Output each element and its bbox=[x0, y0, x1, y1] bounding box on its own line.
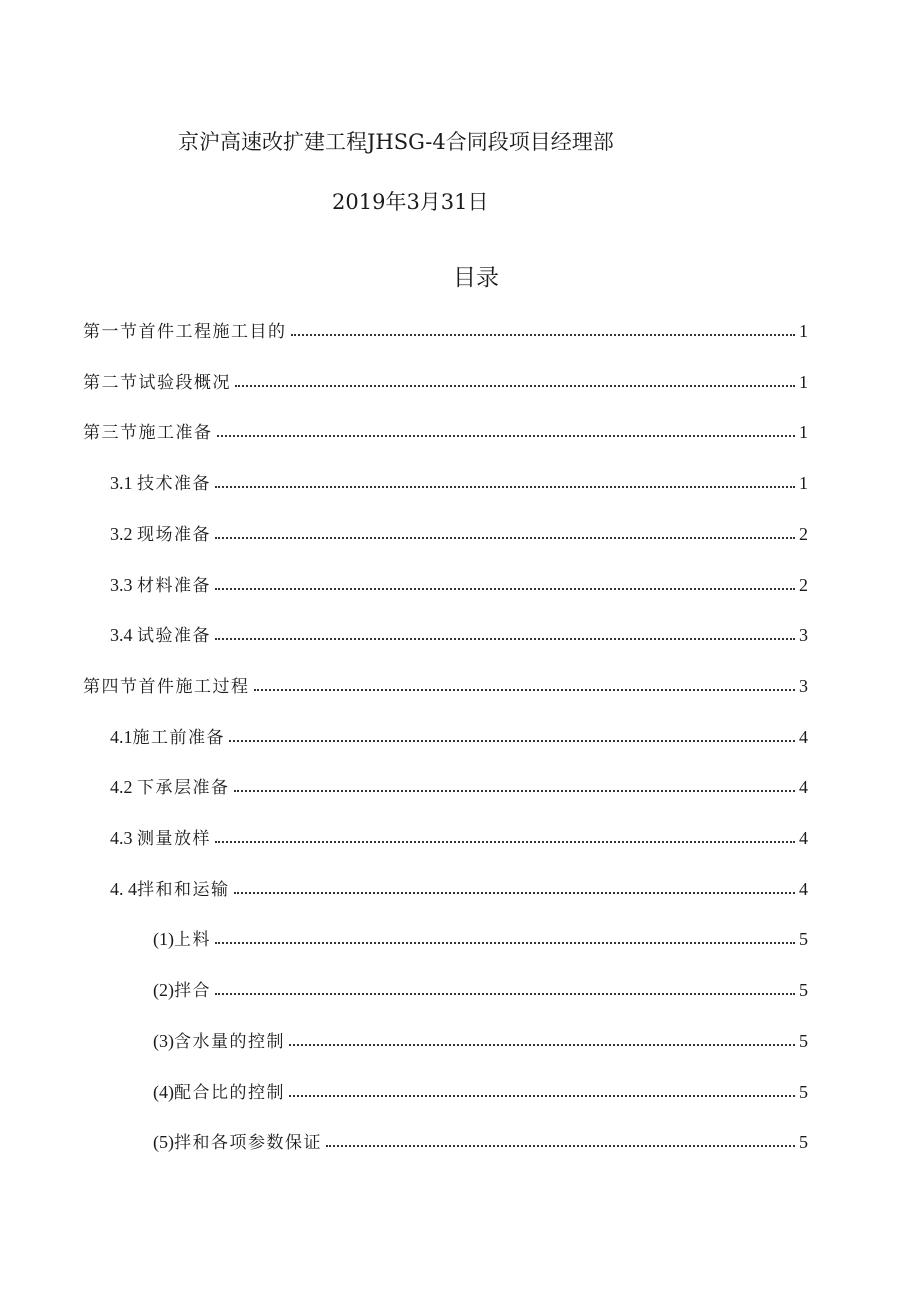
toc-leader-dots bbox=[217, 435, 796, 437]
toc-leader-dots bbox=[215, 993, 795, 995]
toc-entry[interactable] bbox=[83, 367, 808, 393]
toc-leader-dots bbox=[215, 486, 795, 488]
toc-entry-label: 3.1 技术准备 bbox=[110, 473, 211, 494]
toc-leader-dots bbox=[215, 588, 795, 590]
toc-entry-label: 4.2 下承层准备 bbox=[110, 777, 230, 798]
document-date: 2019年3月31日 bbox=[332, 190, 489, 214]
toc-entry-page: 5 bbox=[799, 1082, 808, 1102]
toc-entry-page: 4 bbox=[799, 777, 808, 797]
toc-entry-label: 3.2 现场准备 bbox=[110, 524, 211, 545]
toc-entry-label: 4.3 测量放样 bbox=[110, 828, 211, 849]
toc-entry-page: 1 bbox=[799, 372, 808, 392]
toc-leader-dots bbox=[215, 841, 795, 843]
toc-entry[interactable] bbox=[110, 570, 808, 596]
toc-entry-label: 第二节试验段概况 bbox=[83, 373, 231, 393]
toc-entry-label: (2)拌合 bbox=[153, 980, 211, 1001]
toc-entry-page: 3 bbox=[799, 676, 808, 696]
toc-entry[interactable] bbox=[110, 519, 808, 545]
toc-entry[interactable] bbox=[153, 924, 808, 950]
toc-entry-page: 1 bbox=[799, 422, 808, 442]
toc-entry[interactable] bbox=[153, 1127, 808, 1153]
toc-entry-page: 5 bbox=[799, 980, 808, 1000]
toc-entry[interactable] bbox=[110, 468, 808, 494]
toc-leader-dots bbox=[215, 942, 795, 944]
toc-leader-dots bbox=[215, 537, 795, 539]
toc-leader-dots bbox=[254, 689, 796, 691]
toc-entry-page: 4 bbox=[799, 828, 808, 848]
toc-entry-page: 1 bbox=[799, 321, 808, 341]
toc-entry[interactable] bbox=[83, 316, 808, 342]
toc-entry-page: 2 bbox=[799, 575, 808, 595]
toc-leader-dots bbox=[234, 892, 796, 894]
toc-leader-dots bbox=[215, 638, 795, 640]
toc-title: 目录 bbox=[453, 265, 499, 291]
toc-entry-label: (3)含水量的控制 bbox=[153, 1031, 285, 1052]
toc-entry[interactable] bbox=[110, 772, 808, 798]
toc-entry[interactable] bbox=[110, 874, 808, 900]
toc-entry-label: (4)配合比的控制 bbox=[153, 1082, 285, 1103]
toc-entry-page: 5 bbox=[799, 1132, 808, 1152]
toc-entry-page: 3 bbox=[799, 625, 808, 645]
toc-entry[interactable] bbox=[153, 975, 808, 1001]
toc-entry-label: (5)拌和各项参数保证 bbox=[153, 1132, 322, 1153]
toc-leader-dots bbox=[235, 385, 795, 387]
toc-entry-page: 4 bbox=[799, 727, 808, 747]
toc-entry-page: 1 bbox=[799, 473, 808, 493]
toc-entry-label: 3.3 材料准备 bbox=[110, 575, 211, 596]
toc-entry[interactable] bbox=[153, 1026, 808, 1052]
toc-leader-dots bbox=[289, 1044, 795, 1046]
toc-leader-dots bbox=[289, 1095, 795, 1097]
toc-leader-dots bbox=[326, 1145, 795, 1147]
toc-leader-dots bbox=[291, 334, 796, 336]
toc-entry[interactable] bbox=[153, 1077, 808, 1103]
toc-entry-label: 3.4 试验准备 bbox=[110, 625, 211, 646]
toc-leader-dots bbox=[229, 740, 795, 742]
toc-entry-page: 2 bbox=[799, 524, 808, 544]
toc-entry-label: 4.1施工前准备 bbox=[110, 727, 225, 748]
toc-entry-label: 4. 4拌和和运输 bbox=[110, 879, 230, 900]
toc-entry-label: 第四节首件施工过程 bbox=[83, 677, 250, 697]
toc-entry[interactable] bbox=[110, 823, 808, 849]
organization-name: 京沪高速改扩建工程JHSG-4合同段项目经理部 bbox=[178, 130, 614, 154]
toc-entry-label: (1)上料 bbox=[153, 929, 211, 950]
toc-entry[interactable] bbox=[83, 671, 808, 697]
toc-entry[interactable] bbox=[83, 417, 808, 443]
toc-leader-dots bbox=[234, 790, 796, 792]
toc-entry[interactable] bbox=[110, 620, 808, 646]
toc-entry[interactable] bbox=[110, 722, 808, 748]
toc-entry-page: 5 bbox=[799, 929, 808, 949]
toc-entry-page: 5 bbox=[799, 1031, 808, 1051]
toc-entry-label: 第一节首件工程施工目的 bbox=[83, 322, 287, 342]
toc-entry-label: 第三节施工准备 bbox=[83, 423, 213, 443]
toc-entry-page: 4 bbox=[799, 879, 808, 899]
